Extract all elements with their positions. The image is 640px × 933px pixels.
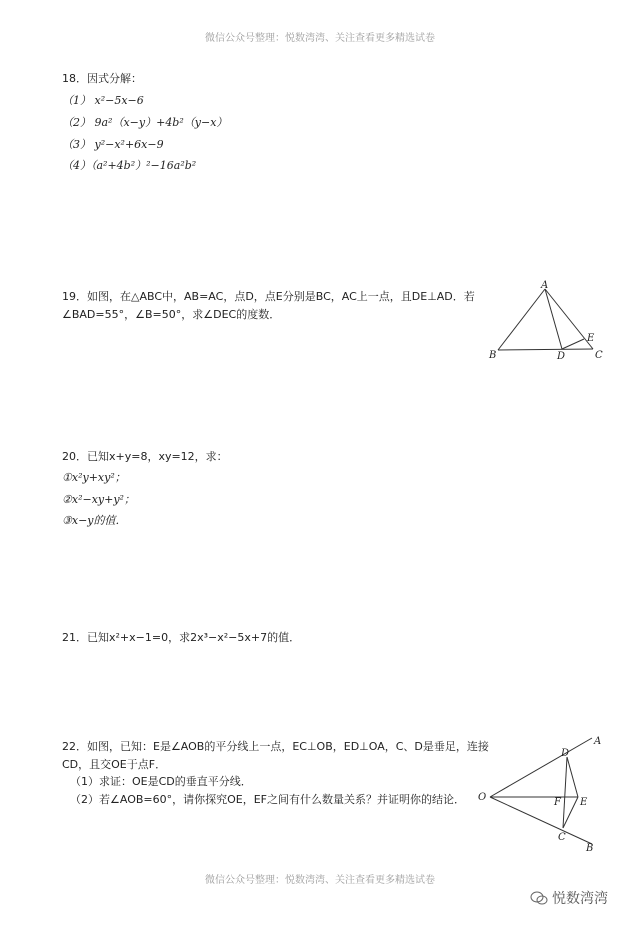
q21-line-1: 21．已知x²+x−1=0，求2x³−x²−5x+7的值． bbox=[62, 631, 301, 644]
brand-name: 悦数湾湾 bbox=[552, 891, 608, 907]
q22-line-2: CD，且交OE于点F． bbox=[62, 758, 167, 771]
q22-label-d: D bbox=[561, 748, 570, 759]
brand-mark bbox=[530, 888, 608, 908]
q19-label-d: D bbox=[557, 351, 566, 362]
q20-line-1: 20．已知x+y=8，xy=12，求： bbox=[62, 450, 228, 463]
q22-label-c: C bbox=[558, 832, 566, 843]
q19-line-1: 19．如图，在△ABC中，AB=AC，点D，点E分别是BC，AC上一点，且DE⊥AD．若 bbox=[62, 290, 475, 303]
q22-label-b: B bbox=[586, 843, 594, 854]
q19-label-a: A bbox=[541, 280, 549, 291]
q22-line-4: （2）若∠AOB=60°，请你探究OE，EF之间有什么数量关系？并证明你的结论． bbox=[70, 793, 465, 806]
q18-item-4: （4）（a²+4b²）²−16a²b² bbox=[62, 159, 197, 172]
q19-line-2: ∠BAD=55°，∠B=50°，求∠DEC的度数． bbox=[62, 308, 281, 321]
q19-triangle-figure bbox=[485, 280, 615, 365]
q19-label-b: B bbox=[489, 350, 497, 361]
q19-label-c: C bbox=[595, 350, 603, 361]
q22-line-1: 22．如图，已知：E是∠AOB的平分线上一点，EC⊥OB，ED⊥OA，C、D是垂足，连接 bbox=[62, 740, 489, 753]
wechat-icon bbox=[530, 890, 548, 906]
q18-item-3: （3） y²−x²+6x−9 bbox=[62, 138, 164, 151]
q20-item-3: ③x−y的值． bbox=[62, 514, 127, 527]
q19-label-e: E bbox=[587, 333, 595, 344]
q22-label-a: A bbox=[594, 736, 602, 747]
footer-watermark: 微信公众号整理：悦数湾湾、关注查看更多精选试卷 bbox=[205, 875, 435, 886]
q22-line-3: （1）求证：OE是CD的垂直平分线． bbox=[70, 775, 252, 788]
q20-item-1: ①x²y+xy²； bbox=[62, 471, 126, 484]
q22-label-e: E bbox=[580, 797, 588, 808]
q22-label-o: O bbox=[478, 792, 487, 803]
q22-angle-figure bbox=[470, 730, 610, 855]
q18-item-2: （2） 9a²（x−y）+4b²（y−x） bbox=[62, 116, 228, 129]
q20-item-2: ②x²−xy+y²； bbox=[62, 493, 135, 506]
q22-label-f: F bbox=[554, 797, 561, 808]
q18-item-1: （1） x²−5x−6 bbox=[62, 94, 144, 107]
header-watermark: 微信公众号整理：悦数湾湾、关注查看更多精选试卷 bbox=[205, 33, 435, 44]
q18-title: 18．因式分解： bbox=[62, 72, 142, 85]
